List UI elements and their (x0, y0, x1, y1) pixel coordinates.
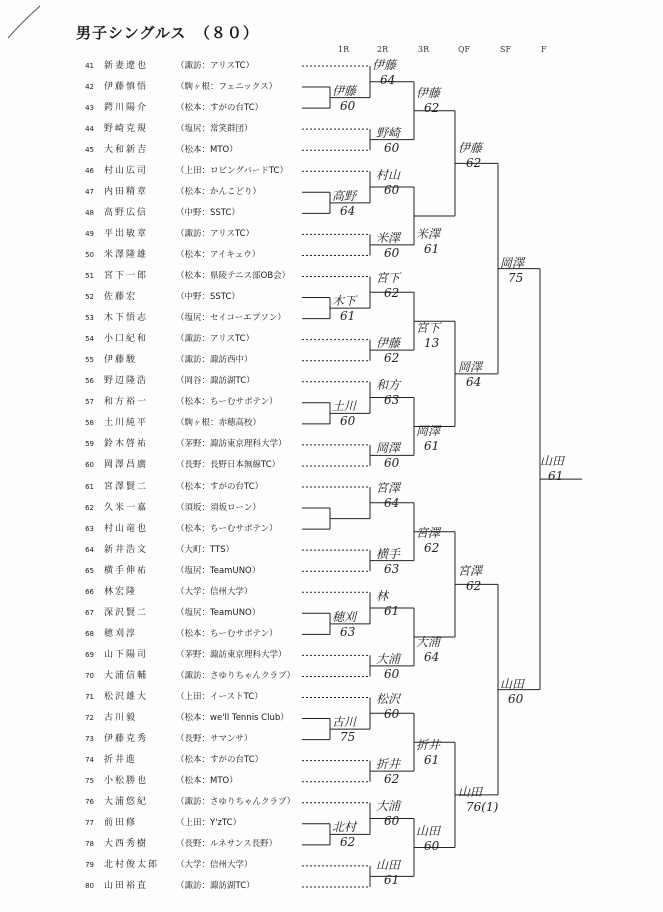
player-number: 73 (85, 735, 94, 744)
player-name: 宮澤賢二 (104, 481, 149, 492)
round-label-1r: 1R (338, 45, 350, 54)
match-score: 61 (340, 309, 356, 324)
player-number: 54 (85, 335, 94, 344)
player-number: 72 (85, 714, 94, 723)
player-club: （塩尻：常笑群団） (176, 123, 253, 134)
player-name: 内田精章 (104, 186, 149, 197)
player-number: 67 (85, 608, 94, 617)
player-number: 74 (85, 756, 94, 765)
player-number: 71 (85, 693, 94, 701)
match-result (376, 797, 400, 828)
round-label-sf: SF (500, 45, 512, 54)
player-club: （長野：ルネサンス長野） (176, 839, 278, 850)
player-number: 65 (85, 566, 94, 575)
player-number: 51 (85, 272, 94, 280)
player-name: 鈴木啓祐 (104, 439, 149, 450)
player-number: 42 (85, 82, 94, 91)
winner-name: 山田 (500, 677, 525, 692)
round-label-f: F (541, 45, 547, 54)
player-name: 木下悟志 (104, 313, 149, 324)
match-result (416, 84, 440, 115)
player-club: （諏訪：諏訪西中） (176, 355, 253, 366)
winner-name: 木下 (332, 294, 357, 309)
player-number: 69 (85, 650, 94, 659)
match-score: 61 (424, 439, 440, 454)
player-number: 58 (85, 419, 94, 428)
match-result (376, 856, 400, 887)
player-name: 山田裕直 (104, 881, 149, 892)
player-club: （中野：SSTC） (176, 207, 240, 218)
winner-name: 伊藤 (458, 140, 483, 155)
player-name: 野崎克規 (104, 123, 149, 134)
player-club: （塩尻：TeamUNO） (176, 607, 261, 618)
match-score: 60 (340, 414, 356, 429)
player-number: 60 (85, 461, 94, 470)
player-club: （松本：アイキュウ） (176, 249, 261, 260)
match-result (500, 675, 524, 706)
player-number: 70 (85, 671, 94, 680)
player-number: 57 (85, 398, 94, 407)
player-club: （松本：かんこどり） (176, 186, 262, 197)
match-score: 62 (384, 772, 400, 787)
player-club: （須坂：須坂ローン） (176, 502, 261, 513)
winner-name: 土川 (332, 399, 357, 414)
player-club: （上田：Y'zTC） (176, 818, 242, 829)
player-club: （松本：we'll Tennis Club） (176, 713, 289, 724)
player-name: 前田修 (104, 818, 138, 829)
match-result (332, 818, 356, 849)
player-club: （上田：イーストTC） (176, 692, 263, 702)
player-name: 宮下一郎 (104, 271, 149, 281)
winner-name: 岡澤 (500, 256, 525, 271)
player-club: （諏訪：アリスTC） (176, 228, 255, 239)
winner-name: 山田 (416, 824, 441, 839)
match-score: 64 (340, 203, 356, 218)
player-club: （松本：すがの台TC） (176, 481, 264, 492)
player-number: 53 (85, 314, 94, 323)
winner-name: 林 (376, 588, 389, 603)
match-result (416, 822, 440, 853)
player-number: 76 (85, 798, 94, 807)
match-score: 61 (424, 753, 440, 768)
player-name: 平出敏章 (104, 228, 149, 239)
winner-name: 大浦 (416, 634, 441, 649)
match-result (376, 269, 400, 300)
winner-name: 宮澤 (376, 481, 401, 496)
player-name: 深沢賢二 (104, 607, 149, 618)
player-name: 折井進 (104, 755, 138, 766)
player-club: （塩尻：TeamUNO） (176, 565, 261, 576)
player-number: 49 (85, 229, 94, 238)
match-score: 13 (424, 336, 440, 351)
player-name: 松沢雄大 (104, 692, 149, 702)
player-number: 55 (85, 356, 94, 365)
player-number: 41 (85, 61, 94, 70)
player-number: 78 (85, 840, 94, 849)
match-result (332, 608, 356, 639)
winner-name: 米澤 (416, 226, 441, 241)
match-score: 62 (340, 835, 356, 850)
player-club: （諏訪：諏訪湖TC） (176, 881, 255, 892)
player-club: （諏訪：アリスTC） (176, 60, 255, 71)
player-name: 新妻遼也 (104, 60, 149, 71)
player-club: （上田：ロビングバードTC） (176, 165, 288, 176)
player-name: 米澤隆雄 (104, 249, 149, 260)
player-name: 伊藤克秀 (104, 734, 149, 745)
player-club: （松本：すがの台TC） (176, 102, 264, 113)
match-score: 60 (340, 98, 356, 113)
player-number: 79 (85, 861, 94, 870)
match-result (416, 225, 440, 256)
player-number: 59 (85, 440, 94, 449)
player-club: （諏訪：アリスTC） (176, 334, 255, 345)
player-club: （松本：県陵テニス部OB会） (176, 271, 291, 281)
match-score: 61 (424, 241, 440, 256)
player-club: （大学：信州大学） (176, 860, 253, 871)
match-result (376, 690, 400, 721)
winner-name: 米澤 (376, 230, 401, 245)
match-result (332, 82, 356, 113)
match-result (376, 755, 400, 786)
player-number: 52 (85, 293, 94, 302)
winner-name: 伊藤 (416, 85, 441, 100)
match-score: 62 (466, 155, 482, 170)
player-name: 大浦悠紀 (104, 797, 149, 808)
winner-name: 宮下 (416, 321, 441, 336)
winner-name: 北村 (332, 820, 357, 835)
player-club: （松本：ちーむサボテン） (176, 628, 278, 639)
match-score: 61 (384, 873, 400, 888)
match-score: 60 (508, 692, 524, 707)
player-number: 68 (85, 629, 94, 638)
match-result (458, 783, 498, 814)
match-score: 62 (424, 540, 440, 555)
match-score: 60 (384, 666, 400, 681)
player-name: 古川毅 (104, 713, 138, 724)
match-score: 62 (384, 285, 400, 300)
match-score: 62 (424, 100, 440, 115)
player-name: 小松勝也 (104, 776, 149, 787)
page-title: 男子シングルス （８０） (76, 24, 259, 42)
player-name: 高野広信 (104, 207, 149, 218)
player-number: 61 (85, 482, 94, 491)
player-name: 大浦信輔 (104, 670, 149, 681)
winner-name: 松沢 (376, 691, 401, 706)
winner-name: 穂刈 (332, 609, 357, 624)
winner-name: 高野 (332, 188, 357, 203)
match-result (376, 479, 400, 510)
match-score: 62 (384, 351, 400, 366)
match-score: 76(1) (466, 799, 499, 814)
player-name: 村山広司 (104, 165, 149, 176)
player-club: （松本：ちーむサボテン） (176, 397, 278, 408)
player-name: 大西秀樹 (104, 839, 149, 850)
player-club: （諏訪：さゆりちゃんクラブ） (176, 797, 296, 808)
player-number: 44 (85, 124, 94, 133)
player-name: 横手伸祐 (104, 565, 149, 576)
match-score: 64 (380, 73, 396, 87)
player-name: 山下陽司 (104, 649, 149, 660)
player-name: 和方裕一 (104, 397, 149, 408)
player-club: （駒ヶ根：赤穂高校） (176, 418, 262, 429)
match-score: 64 (424, 649, 440, 664)
player-name: 伊藤慎悟 (104, 81, 149, 92)
player-name: 穂刈淳 (104, 628, 138, 639)
match-score: 75 (340, 730, 356, 745)
player-number: 45 (85, 145, 94, 154)
winner-name: 折井 (416, 738, 441, 753)
winner-name: 伊藤 (376, 336, 401, 351)
player-name: 小口紀和 (104, 334, 149, 345)
winner-name: 宮澤 (416, 525, 441, 540)
round-label-2r: 2R (377, 45, 389, 54)
player-name: 林宏隆 (104, 586, 138, 597)
winner-name: 野崎 (376, 125, 401, 140)
match-result (332, 713, 356, 744)
match-result (332, 292, 356, 323)
player-club: （塩尻：セイコーエプソン） (176, 313, 286, 324)
match-result (376, 650, 400, 681)
player-club: （茅野：諏訪東京理科大学） (176, 649, 287, 660)
player-club: （中野：SSTC） (176, 292, 240, 303)
winner-name: 宮下 (376, 270, 401, 285)
match-score: 60 (384, 814, 400, 829)
match-score: 60 (384, 706, 400, 721)
player-number: 64 (85, 545, 94, 554)
player-number: 46 (85, 166, 94, 175)
player-number: 75 (85, 777, 94, 786)
player-name: 鍔川陽介 (104, 102, 149, 113)
player-club: （松本：MTO） (176, 144, 238, 155)
winner-name: 山田 (376, 858, 401, 873)
match-result (416, 319, 440, 350)
player-number: 43 (85, 103, 94, 112)
winner-name: 村山 (376, 167, 401, 182)
match-result (376, 376, 400, 407)
player-name: 野辺隆浩 (104, 376, 149, 387)
player-name: 久米一嘉 (104, 502, 149, 513)
match-result (332, 397, 356, 428)
match-score: 75 (508, 271, 524, 286)
player-name: 岡澤昌廣 (104, 460, 149, 471)
round-label-qf: QF (458, 45, 471, 54)
player-name: 北村俊太郎 (104, 860, 160, 871)
player-number: 50 (85, 250, 94, 259)
player-club: （諏訪：さゆりちゃんクラブ） (176, 670, 296, 681)
player-name: 村山竜也 (104, 523, 149, 534)
match-result (540, 452, 564, 483)
player-name: 新井浩文 (104, 544, 149, 555)
player-club: （大学：信州大学） (176, 586, 253, 597)
match-result (416, 736, 440, 767)
player-number: 48 (85, 208, 94, 217)
winner-name: 伊藤 (372, 58, 397, 72)
player-club: （岡谷：諏訪湖TC） (176, 376, 255, 387)
match-result (376, 166, 400, 197)
match-result (376, 124, 400, 155)
match-result (458, 139, 482, 170)
match-score: 63 (384, 561, 400, 576)
player-name: 土川純平 (104, 418, 149, 429)
match-result (416, 633, 440, 664)
match-score: 62 (466, 578, 482, 593)
match-result (376, 439, 400, 470)
player-club: （松本：MTO） (176, 776, 238, 787)
winner-name: 大浦 (376, 651, 401, 666)
match-result (376, 587, 399, 618)
winner-name: 山田 (458, 784, 483, 799)
player-club: （大町：TTS） (176, 544, 235, 555)
match-result (458, 562, 482, 593)
player-club: （松本：ちーむサボテン） (176, 523, 278, 534)
winner-name: 伊藤 (332, 83, 357, 98)
player-name: 佐藤宏 (104, 292, 138, 303)
winner-name: 山田 (540, 453, 565, 468)
player-number: 62 (85, 503, 94, 512)
player-club: （駒ヶ根：フェニックス） (176, 81, 278, 92)
match-result (376, 545, 400, 576)
winner-name: 和方 (376, 378, 401, 393)
player-club: （松本：すがの台TC） (176, 755, 264, 766)
player-club: （茅野：諏訪東京理科大学） (176, 439, 287, 450)
match-result (416, 524, 440, 555)
match-result (416, 422, 440, 453)
winner-name: 岡澤 (458, 359, 483, 374)
player-number: 77 (85, 819, 94, 828)
match-result (500, 254, 524, 285)
player-number: 80 (85, 882, 94, 891)
match-result (458, 358, 482, 389)
player-name: 伊藤駿 (104, 355, 138, 366)
match-score: 60 (424, 839, 440, 854)
winner-name: 古川 (332, 715, 357, 730)
player-number: 47 (85, 187, 94, 196)
winner-name: 岡澤 (376, 441, 401, 456)
winner-name: 横手 (376, 546, 401, 561)
player-number: 66 (85, 587, 94, 596)
winner-name: 折井 (376, 757, 401, 772)
player-number: 56 (85, 377, 94, 386)
match-score: 60 (384, 140, 400, 155)
winner-name: 岡澤 (416, 424, 441, 439)
match-score: 60 (384, 182, 400, 197)
match-result (376, 229, 400, 260)
player-number: 63 (85, 524, 94, 533)
match-score: 61 (548, 468, 564, 483)
match-result (372, 56, 396, 87)
match-score: 63 (340, 624, 356, 639)
match-score: 64 (384, 496, 400, 511)
match-result (376, 334, 400, 365)
winner-name: 宮澤 (458, 563, 483, 578)
player-club: （長野：サマンサ） (176, 734, 253, 745)
round-label-3r: 3R (418, 45, 430, 54)
match-score: 60 (384, 245, 400, 260)
match-result (332, 187, 356, 218)
match-score: 64 (466, 374, 482, 389)
player-name: 大和新吉 (104, 144, 149, 155)
player-club: （長野：長野日本無線TC） (176, 460, 281, 471)
winner-name: 大浦 (376, 799, 401, 814)
match-score: 61 (384, 603, 400, 618)
match-score: 63 (384, 393, 400, 408)
match-score: 60 (384, 456, 400, 471)
